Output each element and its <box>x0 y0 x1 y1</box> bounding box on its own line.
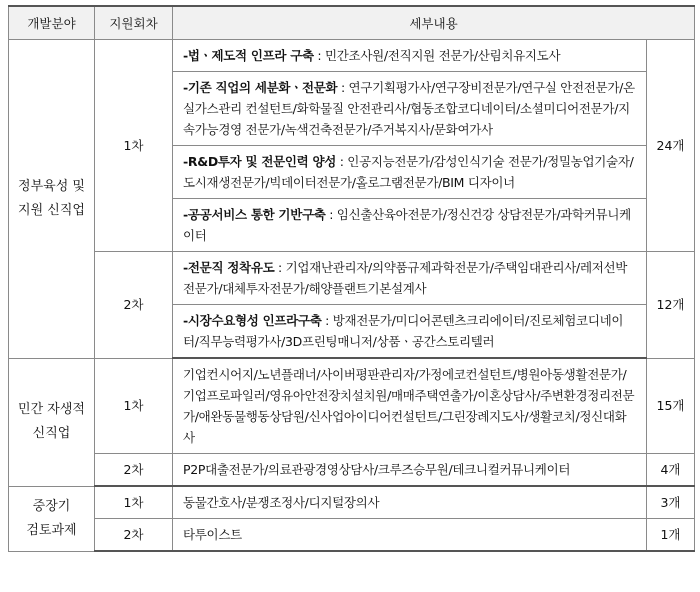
round-cell: 1차 <box>95 486 173 519</box>
detail-text: : 인공지능전문가/감성인식기술 전문가/정밀농업기술자/도시재생전문가/빅데이터전문가/홀로그램전문가/BIM 디자이너 <box>183 154 634 190</box>
round-cell: 2차 <box>95 252 173 359</box>
detail-cell <box>173 146 647 199</box>
table-body <box>9 40 695 552</box>
job-count-cell: 1개 <box>647 519 695 552</box>
development-area-cell: 정부육성 및 지원 신직업 <box>9 40 95 359</box>
round-cell: 2차 <box>95 454 173 487</box>
detail-text: : 임신출산육아전문가/정신건강 상담전문가/과학커뮤니케이터 <box>183 207 631 243</box>
detail-cell <box>173 199 647 252</box>
development-area-cell: 민간 자생적 신직업 <box>9 358 95 486</box>
detail-text: 타투이스트 <box>183 527 242 542</box>
job-count-cell: 4개 <box>647 454 695 487</box>
detail-cell <box>173 486 647 519</box>
table-row <box>9 519 695 552</box>
header-detail: 세부내용 <box>173 6 695 40</box>
detail-text: : 민간조사원/전직지원 전문가/산림치유지도사 <box>313 48 561 63</box>
detail-keyword: -기존 직업의 세분화ㆍ전문화 <box>183 80 338 95</box>
detail-cell <box>173 252 647 305</box>
detail-cell <box>173 305 647 359</box>
detail-text: : 기업재난관리자/의약품규제과학전문가/주택임대관리사/레저선박전문가/대체투자전문가/해양플랜트기본설계사 <box>183 260 628 296</box>
detail-text: 동물간호사/분쟁조정사/디지털장의사 <box>183 495 380 510</box>
detail-cell <box>173 72 647 146</box>
detail-cell <box>173 454 647 487</box>
detail-keyword: -전문직 정착유도 <box>183 260 275 275</box>
job-count-cell: 24개 <box>647 40 695 252</box>
table-row <box>9 454 695 487</box>
table-row <box>9 486 695 519</box>
development-area-cell: 중장기 검토과제 <box>9 486 95 551</box>
round-cell: 2차 <box>95 519 173 552</box>
detail-text: : 연구기획평가사/연구장비전문가/연구실 안전전문가/온실가스관리 컨설턴트/화학물질 안전관리사/협동조합코디네이터/소셜미디어전문가/지속가능경영 전문가/녹색건축전문가/주거복지사/문화여가사 <box>183 80 635 137</box>
table-row <box>9 40 695 72</box>
job-count-cell: 3개 <box>647 486 695 519</box>
round-cell: 1차 <box>95 358 173 454</box>
header-row <box>9 6 695 40</box>
table-row <box>9 358 695 454</box>
job-count-cell: 12개 <box>647 252 695 359</box>
detail-text: : 방재전문가/미디어콘텐츠크리에이터/진로체험코디네이터/직무능력평가사/3D프린팅매니저/상품ㆍ공간스토리텔러 <box>183 313 624 349</box>
detail-keyword: -시장수요형성 인프라구축 <box>183 313 322 328</box>
job-count-cell: 15개 <box>647 358 695 454</box>
detail-keyword: -법ㆍ제도적 인프라 구축 <box>183 48 314 63</box>
detail-keyword: -공공서비스 통한 기반구축 <box>183 207 326 222</box>
new-jobs-table <box>8 5 695 552</box>
detail-cell <box>173 358 647 454</box>
detail-keyword: -R&D투자 및 전문인력 양성 <box>183 154 337 169</box>
detail-text: P2P대출전문가/의료관광경영상담사/크루즈승무원/테크니컬커뮤니케이터 <box>183 462 571 477</box>
header-area: 개발분야 <box>9 6 95 40</box>
header-round: 지원회차 <box>95 6 173 40</box>
detail-cell <box>173 40 647 72</box>
table-row <box>9 252 695 305</box>
detail-text: 기업컨시어지/노년플래너/사이버평판관리자/가정에코컨설턴트/병원아동생활전문가/기업프로파일러/영유아안전장치설치원/매매주택연출가/이혼상담사/주변환경정리전문가/애완동물행동상담원/신사업아이디어컨설턴트/그린장례지도사/생활코치/정신대화사 <box>183 367 635 445</box>
detail-cell <box>173 519 647 552</box>
round-cell: 1차 <box>95 40 173 252</box>
